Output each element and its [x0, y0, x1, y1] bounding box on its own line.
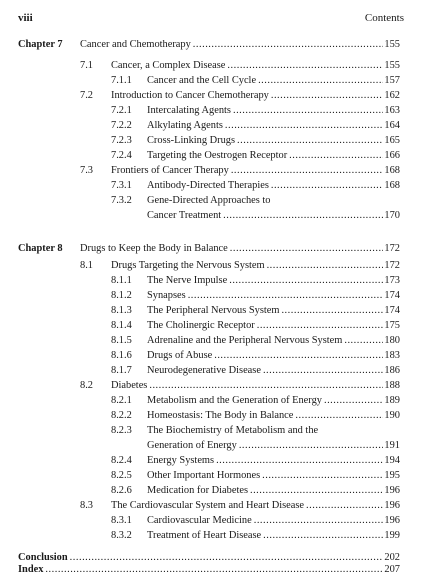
- toc-entry[interactable]: [147, 528, 400, 543]
- toc-entry-title: Intercalating Agents: [147, 105, 231, 116]
- toc-entry-page: 155: [384, 39, 400, 50]
- toc-entry-number: 8.1.1: [111, 275, 132, 286]
- toc-entry-page: 173: [384, 275, 400, 286]
- dot-leader: [263, 528, 383, 543]
- toc-entry-number: 8.1.6: [111, 350, 132, 361]
- dot-leader: [188, 288, 384, 303]
- dot-leader: [216, 453, 383, 468]
- toc-entry-number: 8.2.1: [111, 395, 132, 406]
- toc-entry-title: The Cardiovascular System and Heart Disease: [111, 500, 305, 511]
- dot-leader: [271, 178, 384, 193]
- toc-entry-page: 186: [384, 365, 400, 376]
- toc-entry-title: Drugs Targeting the Nervous System: [111, 260, 265, 271]
- toc-entry-page: 196: [384, 485, 400, 496]
- toc-entry-number: 7.2.3: [111, 135, 132, 146]
- toc-entry-number: 8.2.3: [111, 425, 132, 436]
- dot-leader: [262, 468, 383, 483]
- toc-entry-title: Cross-Linking Drugs: [147, 135, 236, 146]
- toc-entry[interactable]: [147, 178, 400, 193]
- toc-entry-page: 162: [384, 90, 400, 101]
- dot-leader: [45, 562, 383, 577]
- dot-leader: [324, 393, 383, 408]
- toc-entry-page: 172: [384, 243, 400, 254]
- toc-entry-page: 195: [384, 470, 400, 481]
- toc-entry-number: 7.2: [80, 90, 93, 101]
- toc-entry[interactable]: [147, 133, 400, 148]
- toc-entry-number: 7.3.2: [111, 195, 132, 206]
- toc-entry-page: 175: [384, 320, 400, 331]
- toc-entry-title: Cardiovascular Medicine: [147, 515, 252, 526]
- dot-leader: [227, 58, 383, 73]
- toc-entry-title: Metabolism and the Generation of Energy: [147, 395, 322, 406]
- toc-entry-page: 168: [384, 165, 400, 176]
- toc-entry[interactable]: [147, 453, 400, 468]
- toc-entry-page: 190: [384, 410, 400, 421]
- toc-entry-page: 207: [384, 564, 400, 575]
- toc-entry[interactable]: [147, 273, 400, 288]
- toc-entry-page: 165: [384, 135, 400, 146]
- toc-entry-title: The Biochemistry of Metabolism and the: [147, 425, 319, 436]
- toc-entry-title: Diabetes: [111, 380, 148, 391]
- dot-leader: [223, 208, 383, 223]
- toc-entry-page: 157: [384, 75, 400, 86]
- toc-entry-number: 8.1.5: [111, 335, 132, 346]
- toc-entry-title: Cancer Treatment: [147, 210, 222, 221]
- toc-entry-title: Synapses: [147, 290, 186, 301]
- toc-entry-title: The Peripheral Nervous System: [147, 305, 280, 316]
- dot-leader: [229, 273, 383, 288]
- toc-entry-number: 7.1.1: [111, 75, 132, 86]
- toc-entry[interactable]: [111, 163, 400, 178]
- toc-entry-page: 155: [384, 60, 400, 71]
- toc-entry-title: Index: [18, 564, 44, 575]
- toc-entry-number: 7.2.4: [111, 150, 132, 161]
- toc-entry-title: The Nerve Impulse: [147, 275, 228, 286]
- toc-entry[interactable]: [147, 118, 400, 133]
- toc-entry-title: Conclusion: [18, 552, 68, 563]
- toc-entry[interactable]: [147, 348, 400, 363]
- toc-entry-page: 199: [384, 530, 400, 541]
- toc-entry[interactable]: [111, 88, 400, 103]
- toc-entry-number: 8.3: [80, 500, 93, 511]
- toc-entry-title: Gene-Directed Approaches to: [147, 195, 271, 206]
- toc-entry-number: 8.3.2: [111, 530, 132, 541]
- toc-entry-page: 191: [384, 440, 400, 451]
- toc-entry-number: 7.3.1: [111, 180, 132, 191]
- toc-entry-title: Treatment of Heart Disease: [147, 530, 262, 541]
- dot-leader: [233, 103, 383, 118]
- dot-leader: [267, 258, 384, 273]
- toc-entry-title: The Cholinergic Receptor: [147, 320, 255, 331]
- toc-entry-title: Homeostasis: The Body in Balance: [147, 410, 294, 421]
- toc-entry[interactable]: [147, 73, 400, 88]
- toc-entry-number: 8.2.4: [111, 455, 132, 466]
- toc-entry[interactable]: [147, 468, 400, 483]
- toc-entry-title: Antibody-Directed Therapies: [147, 180, 269, 191]
- dot-leader: [214, 348, 383, 363]
- toc-entry-title: Medication for Diabetes: [147, 485, 248, 496]
- toc-entry[interactable]: [147, 103, 400, 118]
- toc-entry-page: 172: [384, 260, 400, 271]
- toc-entry-title: Targeting the Oestrogen Receptor: [147, 150, 288, 161]
- toc-entry-title: Frontiers of Cancer Therapy: [111, 165, 229, 176]
- toc-entry-number: 8.1.7: [111, 365, 132, 376]
- toc-entry-page: 183: [384, 350, 400, 361]
- toc-entry-page: 174: [384, 290, 400, 301]
- toc-entry-page: 202: [384, 552, 400, 563]
- dot-leader: [263, 363, 383, 378]
- toc-entry-number: 8.1: [80, 260, 93, 271]
- toc-entry-number: 7.2.2: [111, 120, 132, 131]
- toc-entry-title: Cancer, a Complex Disease: [111, 60, 226, 71]
- toc-entry-title: Drugs of Abuse: [147, 350, 213, 361]
- toc-entry-number: 8.1.3: [111, 305, 132, 316]
- toc-entry-title: Cancer and Chemotherapy: [80, 39, 191, 50]
- toc-entry-title: Other Important Hormones: [147, 470, 261, 481]
- toc-entry-number: 8.2.6: [111, 485, 132, 496]
- toc-entry-number: 7.2.1: [111, 105, 132, 116]
- toc-entry-page: 163: [384, 105, 400, 116]
- toc-entry-number: 8.1.2: [111, 290, 132, 301]
- running-title: Contents: [364, 12, 404, 24]
- toc-entry[interactable]: [147, 438, 400, 453]
- toc-entry[interactable]: [147, 408, 400, 423]
- toc-entry[interactable]: [147, 363, 400, 378]
- dot-leader: [231, 163, 384, 178]
- toc-entry[interactable]: [147, 148, 400, 163]
- dot-leader: [254, 513, 384, 528]
- toc-entry-number: 7.1: [80, 60, 93, 71]
- toc-entry-number: 8.3.1: [111, 515, 132, 526]
- toc-entry-title: Alkylating Agents: [147, 120, 223, 131]
- toc-entry-page: 164: [384, 120, 400, 131]
- dot-leader: [237, 133, 383, 148]
- page-number: viii: [18, 12, 33, 24]
- toc-entry[interactable]: [147, 423, 400, 438]
- toc-entry-number: 8.2.2: [111, 410, 132, 421]
- dot-leader: [193, 37, 384, 52]
- dot-leader: [250, 483, 383, 498]
- dot-leader: [239, 438, 384, 453]
- toc-entry[interactable]: [18, 562, 400, 577]
- toc-entry-page: 168: [384, 180, 400, 191]
- toc-entry-title: Generation of Energy: [147, 440, 237, 451]
- toc-entry-page: 166: [384, 150, 400, 161]
- toc-entry-page: 180: [384, 335, 400, 346]
- toc-entry-page: 196: [384, 500, 400, 511]
- toc-entry-title: Cancer and the Cell Cycle: [147, 75, 257, 86]
- toc-entry[interactable]: [111, 498, 400, 513]
- dot-leader: [258, 73, 383, 88]
- toc-entry-title: Adrenaline and the Peripheral Nervous System: [147, 335, 343, 346]
- dot-leader: [306, 498, 383, 513]
- toc-entry-number: 8.2.5: [111, 470, 132, 481]
- dot-leader: [225, 118, 384, 133]
- toc-entry[interactable]: [80, 241, 400, 256]
- dot-leader: [257, 318, 384, 333]
- toc-entry[interactable]: [147, 513, 400, 528]
- toc-entry-title: Energy Systems: [147, 455, 215, 466]
- toc-entry[interactable]: [80, 37, 400, 52]
- toc-entry-title: Drugs to Keep the Body in Balance: [80, 243, 228, 254]
- toc-entry-number: 7.3: [80, 165, 93, 176]
- toc-entry-number: Chapter 8: [18, 243, 63, 254]
- toc-entry-page: 194: [384, 455, 400, 466]
- toc-entry[interactable]: [147, 288, 400, 303]
- dot-leader: [344, 333, 383, 348]
- dot-leader: [230, 241, 384, 256]
- toc-entry-page: 174: [384, 305, 400, 316]
- toc-entry[interactable]: [111, 258, 400, 273]
- toc-entry-title: Neurodegenerative Disease: [147, 365, 261, 376]
- toc-entry[interactable]: [111, 378, 400, 393]
- toc-entry[interactable]: [147, 333, 400, 348]
- dot-leader: [281, 303, 383, 318]
- toc-entry-page: 170: [384, 210, 400, 221]
- toc-entry[interactable]: [111, 58, 400, 73]
- dot-leader: [271, 88, 384, 103]
- toc-entry[interactable]: [147, 483, 400, 498]
- toc-entry[interactable]: [147, 208, 400, 223]
- toc-entry-number: 8.2: [80, 380, 93, 391]
- toc-entry[interactable]: [147, 193, 400, 208]
- toc-entry-title: Introduction to Cancer Chemotherapy: [111, 90, 269, 101]
- toc-entry-number: Chapter 7: [18, 39, 63, 50]
- toc-entry[interactable]: [147, 318, 400, 333]
- toc-entry-page: 196: [384, 515, 400, 526]
- toc-entry[interactable]: [147, 393, 400, 408]
- dot-leader: [149, 378, 383, 393]
- dot-leader: [289, 148, 383, 163]
- toc-entry-page: 188: [384, 380, 400, 391]
- toc-entry-number: 8.1.4: [111, 320, 132, 331]
- toc-entry-page: 189: [384, 395, 400, 406]
- toc-entry[interactable]: [147, 303, 400, 318]
- dot-leader: [295, 408, 383, 423]
